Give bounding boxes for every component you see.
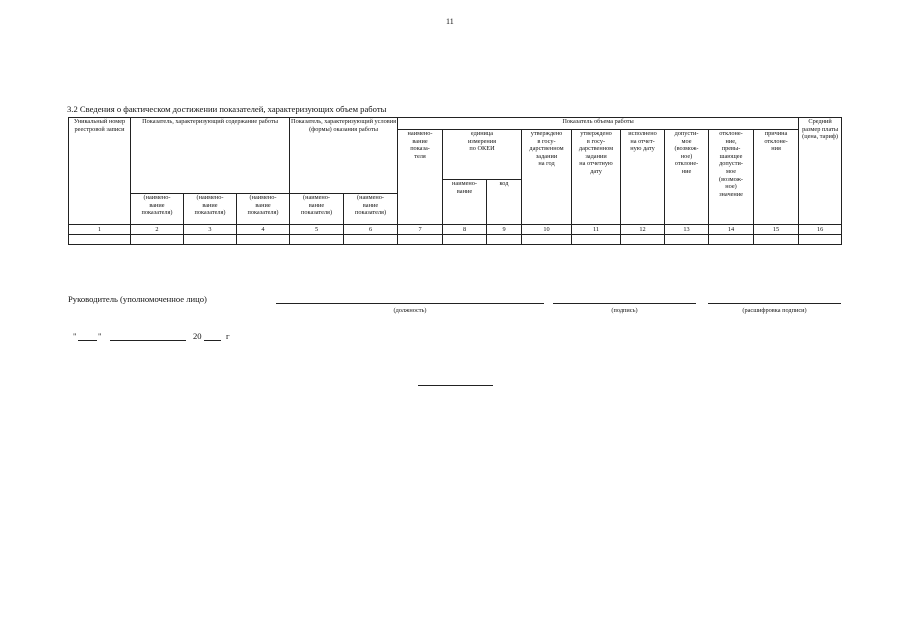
empty-cell: [398, 235, 443, 245]
header-leaf-name-5: (наимено- вание показателя): [344, 194, 398, 225]
date-day-line: [78, 340, 97, 341]
column-number: 5: [290, 225, 344, 235]
empty-cell: [443, 235, 487, 245]
empty-cell: [572, 235, 621, 245]
sign-caption: (подпись): [611, 307, 638, 314]
column-number: 3: [184, 225, 237, 235]
header-indicator-name: наимено- вание показа- теля: [398, 130, 443, 225]
empty-cell: [754, 235, 799, 245]
column-number: 13: [665, 225, 709, 235]
header-exceeding-deviation: отклоне- ние, превы- шающее допусти- мое (возмож- ное) значение: [709, 130, 754, 225]
header-volume-indicator: Показатель объема работы: [398, 118, 799, 130]
header-deviation-reason: причина отклоне- ния: [754, 130, 799, 225]
column-number: 6: [344, 225, 398, 235]
column-number: 7: [398, 225, 443, 235]
decode-line: [708, 303, 841, 304]
position-caption: (должность): [393, 307, 427, 314]
date-year-prefix: 20: [193, 331, 202, 341]
header-unique-number: Уникальный номер реестровой записи: [69, 118, 131, 225]
empty-cell: [709, 235, 754, 245]
column-number: 10: [522, 225, 572, 235]
header-condition-indicator: Показатель, характеризующий условия (формы) оказания работы: [290, 118, 398, 194]
column-number: 16: [799, 225, 842, 235]
date-year-suffix: г: [226, 331, 230, 341]
date-month-line: [110, 340, 186, 341]
empty-cell: [290, 235, 344, 245]
header-approved-year: утверждено в госу- дарственном задании на год: [522, 130, 572, 225]
header-executed: исполнено на отчет- ную дату: [621, 130, 665, 225]
header-unit-code: код: [487, 180, 522, 225]
table-row: [69, 235, 842, 245]
column-number: 2: [131, 225, 184, 235]
header-content-indicator: Показатель, характеризующий содержание работы: [131, 118, 290, 194]
header-leaf-name-2: (наимено- вание показателя): [184, 194, 237, 225]
column-number: 14: [709, 225, 754, 235]
column-number: 12: [621, 225, 665, 235]
empty-cell: [487, 235, 522, 245]
signature-label: Руководитель (уполномоченное лицо): [68, 294, 207, 304]
empty-cell: [69, 235, 131, 245]
column-number: 9: [487, 225, 522, 235]
empty-cell: [799, 235, 842, 245]
volume-indicators-table: [68, 117, 842, 245]
column-number: 15: [754, 225, 799, 235]
date-quote-open: ": [73, 331, 77, 341]
header-leaf-name-3: (наимено- вание показателя): [237, 194, 290, 225]
empty-cell: [522, 235, 572, 245]
end-divider: [418, 385, 493, 386]
date-year-line: [204, 340, 221, 341]
column-number: 4: [237, 225, 290, 235]
column-number: 11: [572, 225, 621, 235]
header-allowed-deviation: допусти- мое (возмож- ное) отклоне- ние: [665, 130, 709, 225]
empty-cell: [131, 235, 184, 245]
position-line: [276, 303, 544, 304]
section-title: 3.2 Сведения о фактическом достижении показателей, характеризующих объем работы: [67, 104, 387, 114]
empty-cell: [237, 235, 290, 245]
empty-cell: [344, 235, 398, 245]
column-number: 1: [69, 225, 131, 235]
decode-caption: (расшифровка подписи): [742, 307, 807, 314]
date-quote-close: ": [98, 331, 102, 341]
header-leaf-name-4: (наимено- вание показателя): [290, 194, 344, 225]
empty-cell: [184, 235, 237, 245]
empty-cell: [621, 235, 665, 245]
header-unit: единица измерения по ОКЕИ: [443, 130, 522, 180]
empty-cell: [665, 235, 709, 245]
sign-line: [553, 303, 696, 304]
header-unit-name: наимено- вание: [443, 180, 487, 225]
header-approved-date: утверждено в госу- дарственном задании на отчетную дату: [572, 130, 621, 225]
page-number: 11: [446, 17, 454, 26]
header-avg-fee: Средний размер платы (цена, тариф): [799, 118, 842, 225]
header-leaf-name-1: (наимено- вание показателя): [131, 194, 184, 225]
column-number: 8: [443, 225, 487, 235]
